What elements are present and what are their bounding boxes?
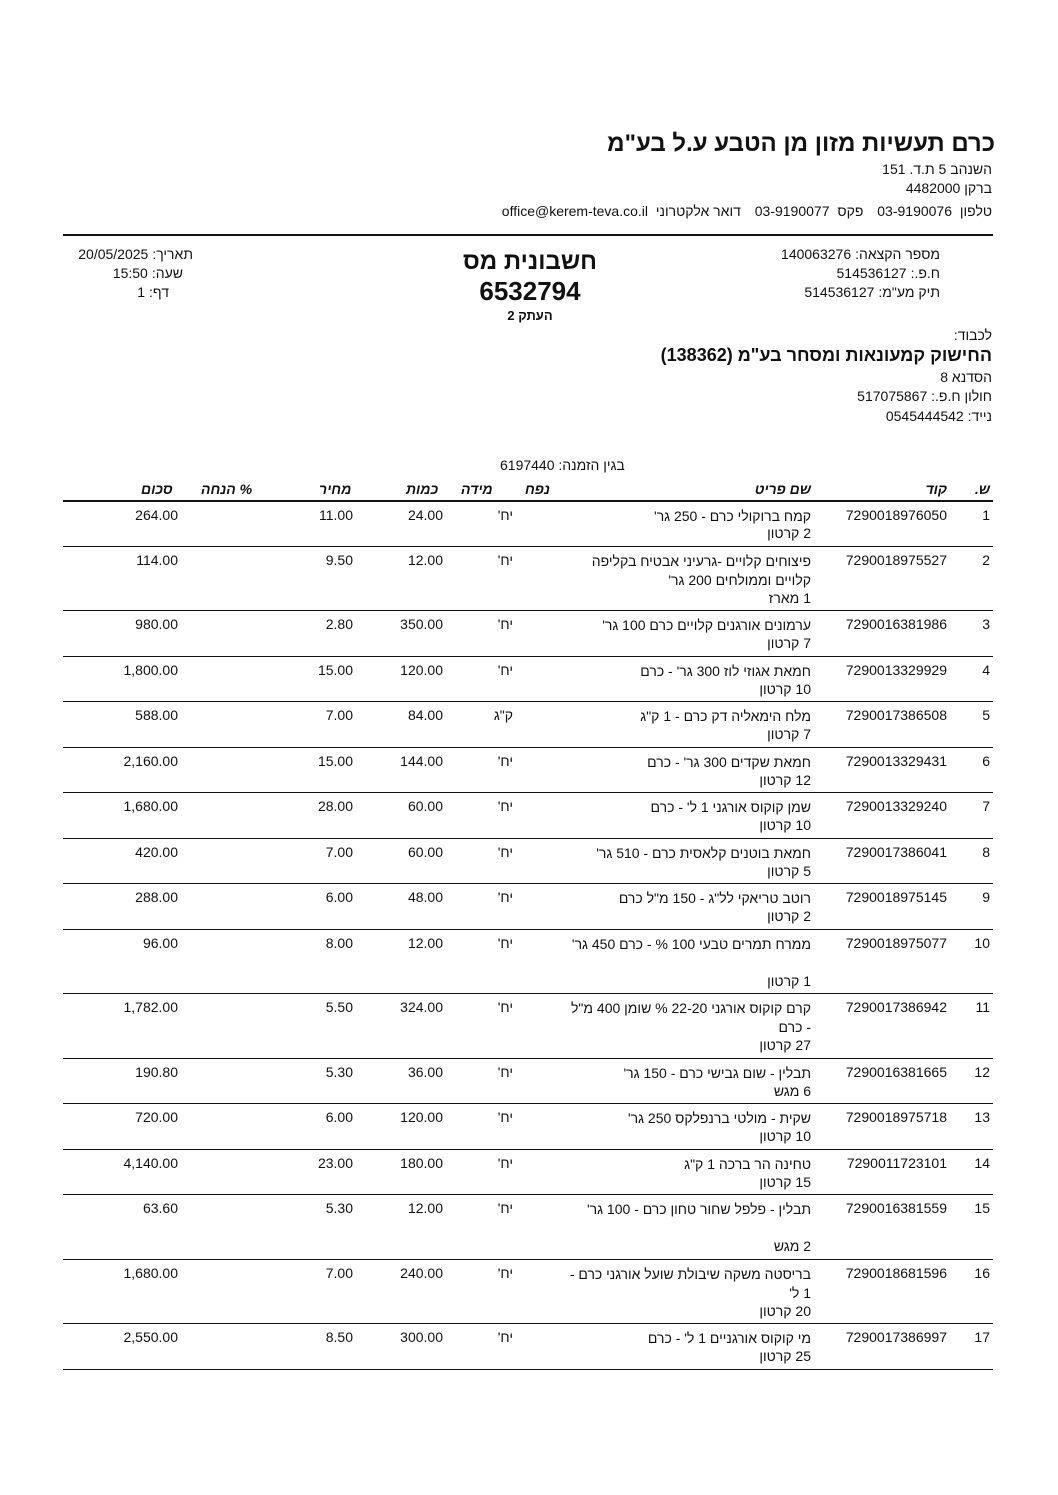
item-qty: 12.00 — [407, 1200, 443, 1216]
item-package: 2 מגש — [773, 1238, 811, 1254]
document-copy: העתק 2 — [507, 308, 553, 323]
time-value: 15:50 — [112, 265, 148, 281]
table-row — [63, 1260, 993, 1325]
vat-file-label: תיק מע"מ: — [878, 284, 940, 300]
item-total: 4,140.00 — [123, 1154, 178, 1171]
item-total: 588.00 — [135, 707, 178, 723]
item-code: 7290018975527 — [845, 551, 947, 568]
company-id-value: 514536127 — [836, 265, 907, 281]
item-qty: 180.00 — [400, 1154, 443, 1171]
item-unit: יח' — [497, 798, 513, 814]
row-number: 8 — [982, 843, 990, 860]
customer-name: החישוק קמעונאות ומסחר בע"מ (138362) — [660, 345, 992, 365]
item-unit: יח' — [497, 1154, 513, 1171]
company-fax: 03-9190077 — [754, 203, 830, 219]
item-code: 7290017386508 — [845, 707, 947, 723]
col-header-volume: נפח — [525, 481, 550, 497]
allocation-label: מספר הקצאה: — [855, 246, 940, 262]
item-name: בריסטה משקה שיבולת שועל אורגני כרם - 1 ל' — [569, 1265, 811, 1301]
col-header-num: ש. — [974, 481, 990, 497]
item-name: שמן קוקוס אורגני 1 ל' - כרם — [650, 799, 811, 815]
date-value: 20/05/2025 — [78, 246, 149, 262]
item-total: 288.00 — [135, 889, 178, 905]
item-code: 7290013329240 — [845, 798, 947, 814]
table-header — [63, 478, 993, 500]
item-package: 6 מגש — [773, 1082, 811, 1099]
fax-label: פקס — [837, 203, 864, 219]
item-package: 12 קרטון — [759, 771, 811, 788]
row-number: 15 — [974, 1200, 990, 1216]
item-price: 8.00 — [325, 934, 353, 951]
item-package: 10 קרטון — [759, 1128, 811, 1144]
item-unit: יח' — [497, 1063, 513, 1080]
row-number: 14 — [974, 1154, 990, 1171]
company-name: כרם תעשיות מזון מן הטבע ע.ל בע"מ — [607, 130, 995, 157]
col-header-unit: מידה — [461, 481, 493, 497]
item-package: 7 קרטון — [767, 635, 811, 651]
item-package: 10 קרטון — [759, 680, 811, 697]
item-price: 11.00 — [319, 507, 353, 523]
item-package: 2 קרטון — [767, 525, 811, 541]
item-unit: יח' — [497, 1264, 513, 1281]
item-price: 2.80 — [325, 616, 353, 632]
table-row — [63, 611, 993, 657]
table-row — [63, 1150, 993, 1196]
to-label: לכבוד: — [953, 327, 992, 343]
item-unit: יח' — [497, 1329, 513, 1345]
col-header-total: סכום — [141, 481, 173, 497]
item-qty: 240.00 — [400, 1264, 443, 1281]
row-number: 9 — [982, 889, 990, 905]
table-row — [63, 702, 993, 748]
item-package: 27 קרטון — [759, 1037, 811, 1053]
item-name: רוטב טריאקי לל"ג - 150 מ"ל כרם — [618, 890, 811, 906]
item-qty: 36.00 — [407, 1063, 443, 1080]
col-header-name: שם פריט — [754, 481, 811, 497]
item-unit: יח' — [497, 934, 513, 951]
company-email: office@kerem-teva.co.il — [501, 203, 649, 219]
item-package: 20 קרטון — [759, 1302, 811, 1319]
item-qty: 300.00 — [400, 1329, 443, 1345]
table-row — [63, 1324, 993, 1370]
item-total: 1,782.00 — [123, 999, 178, 1015]
item-code: 7290018976050 — [845, 507, 947, 523]
item-price: 28.00 — [317, 798, 353, 814]
row-number: 7 — [982, 798, 990, 814]
table-row — [63, 547, 993, 612]
customer-city-tax: חולון ח.פ.: 517075867 — [857, 388, 992, 404]
item-name: חמאת אגוזי לוז 300 גר' - כרם — [640, 662, 811, 679]
col-header-discount: % הנחה — [201, 481, 253, 497]
allocation-value: 140063276 — [781, 246, 852, 262]
company-id — [837, 265, 941, 281]
item-price: 6.00 — [325, 1109, 353, 1125]
item-total: 114.00 — [136, 551, 178, 568]
item-total: 2,160.00 — [123, 752, 178, 769]
item-qty: 12.00 — [407, 934, 443, 951]
item-package: 1 קרטון — [767, 972, 811, 989]
item-qty: 350.00 — [400, 616, 443, 632]
date-label: תאריך: — [152, 246, 193, 262]
vat-file — [804, 284, 940, 300]
item-price: 6.00 — [325, 889, 353, 905]
item-qty: 24.00 — [407, 507, 443, 523]
item-name: ערמונים אורגנים קלויים כרם 100 גר' — [602, 617, 811, 633]
item-price: 9.50 — [325, 551, 353, 568]
page-line — [63, 284, 169, 300]
date-line — [63, 246, 193, 262]
item-code: 7290018681596 — [845, 1264, 947, 1281]
row-number: 5 — [982, 707, 990, 723]
item-package: 15 קרטון — [759, 1173, 811, 1190]
item-price: 7.00 — [325, 1264, 353, 1281]
item-name: קמח ברוקולי כרם - 250 גר' — [654, 508, 811, 524]
item-qty: 120.00 — [400, 661, 443, 678]
item-name: מי קוקוס אורגניים 1 ל' - כרם — [647, 1330, 811, 1346]
row-number: 17 — [974, 1329, 990, 1345]
company-contact-line — [492, 203, 992, 219]
item-code: 7290016381986 — [845, 616, 947, 632]
item-qty: 84.00 — [407, 707, 443, 723]
table-row — [63, 657, 993, 703]
item-name: ממרח תמרים טבעי 100 % - כרם 450 גר' — [571, 935, 811, 952]
item-name: קרם קוקוס אורגני 22-20 % שומן 400 מ"ל - כרם — [571, 1000, 811, 1035]
row-number: 16 — [974, 1264, 990, 1281]
allocation-number — [781, 246, 940, 262]
item-total: 264.00 — [135, 507, 178, 523]
company-id-label: ח.פ.: — [910, 265, 940, 281]
item-total: 2,550.00 — [123, 1329, 178, 1345]
item-total: 420.00 — [135, 843, 178, 860]
item-code: 7290017386997 — [845, 1329, 947, 1345]
item-code: 7290016381559 — [845, 1200, 947, 1216]
item-price: 5.50 — [325, 999, 353, 1015]
item-name: פיצוחים קלויים -גרעיני אבטיח בקליפה קלויים וממולחים 200 גר' — [591, 552, 811, 588]
item-qty: 60.00 — [407, 843, 443, 860]
item-price: 15.00 — [317, 661, 353, 678]
item-package: 25 קרטון — [759, 1348, 811, 1364]
item-name: שקית - מולטי ברנפלקס 250 גר' — [627, 1110, 811, 1126]
item-qty: 120.00 — [400, 1109, 443, 1125]
row-number: 12 — [974, 1063, 990, 1080]
table-row — [63, 748, 993, 794]
row-number: 11 — [975, 999, 990, 1015]
item-price: 15.00 — [317, 752, 353, 769]
table-row — [63, 1104, 993, 1150]
item-name: תבלין - פלפל שחור טחון כרם - 100 גר' — [586, 1201, 811, 1217]
table-row — [63, 1195, 993, 1260]
item-total: 1,680.00 — [123, 1264, 178, 1281]
company-address-line2: ברקן 4482000 — [905, 180, 992, 196]
document-number: 6532794 — [479, 276, 581, 306]
row-number: 4 — [982, 661, 990, 678]
item-unit: יח' — [497, 843, 513, 860]
item-qty: 60.00 — [407, 798, 443, 814]
item-unit: ק"ג — [493, 707, 513, 723]
item-name: חמאת בוטנים קלאסית כרם - 510 גר' — [596, 844, 811, 861]
item-qty: 324.00 — [400, 999, 443, 1015]
item-qty: 48.00 — [407, 889, 443, 905]
item-total: 96.00 — [142, 934, 178, 951]
item-code: 7290017386942 — [845, 999, 947, 1015]
item-name: חמאת שקדים 300 גר' - כרם — [647, 753, 811, 770]
item-unit: יח' — [497, 616, 513, 632]
item-qty: 144.00 — [400, 752, 443, 769]
row-number: 2 — [982, 551, 990, 568]
item-price: 7.00 — [325, 843, 353, 860]
page-value: 1 — [137, 284, 146, 300]
table-row — [63, 502, 993, 547]
item-price: 23.00 — [317, 1154, 353, 1171]
item-total: 1,680.00 — [123, 798, 178, 814]
item-package: 7 קרטון — [767, 726, 811, 742]
item-package: 2 קרטון — [767, 908, 811, 924]
row-number: 6 — [982, 752, 990, 769]
phone-label: טלפון — [959, 203, 992, 219]
vat-file-value: 514536127 — [804, 284, 875, 300]
table-row — [63, 994, 993, 1059]
document-title: חשבונית מס — [463, 248, 597, 275]
table-row — [63, 839, 993, 885]
row-number: 3 — [982, 616, 990, 632]
item-total: 1,800.00 — [123, 661, 178, 678]
item-unit: יח' — [497, 889, 513, 905]
company-address-line1: השנהב 5 ת.ד. 151 — [882, 161, 992, 177]
item-price: 5.30 — [325, 1063, 353, 1080]
item-code: 7290017386041 — [845, 843, 947, 860]
item-qty: 12.00 — [407, 551, 443, 568]
col-header-code: קוד — [925, 481, 947, 497]
item-code: 7290013329929 — [845, 661, 947, 678]
item-name: תבלין - שום גבישי כרם - 150 גר' — [623, 1064, 811, 1081]
item-unit: יח' — [497, 661, 513, 678]
item-unit: יח' — [497, 1200, 513, 1216]
table-row — [63, 930, 993, 995]
col-header-price: מחיר — [319, 481, 352, 497]
item-total: 980.00 — [135, 616, 178, 632]
header-divider — [63, 234, 993, 236]
item-code: 7290018975077 — [845, 934, 947, 951]
item-name: מלח הימאליה דק כרם - 1 ק"ג — [640, 708, 811, 724]
item-unit: יח' — [497, 752, 513, 769]
item-unit: יח' — [497, 999, 513, 1015]
table-row — [63, 793, 993, 839]
item-code: 7290018975145 — [845, 889, 947, 905]
item-unit: יח' — [497, 1109, 513, 1125]
item-unit: יח' — [497, 507, 513, 523]
col-header-qty: כמות — [406, 481, 439, 497]
item-total: 190.80 — [135, 1063, 178, 1080]
item-unit: יח' — [497, 551, 513, 568]
order-reference: בגין הזמנה: 6197440 — [500, 457, 625, 473]
row-number: 1 — [982, 507, 990, 523]
item-price: 5.30 — [325, 1200, 353, 1216]
item-price: 7.00 — [325, 707, 353, 723]
page-label: דף: — [149, 284, 169, 300]
item-total: 63.60 — [142, 1200, 178, 1216]
item-price: 8.50 — [325, 1329, 353, 1345]
item-code: 7290011723101 — [846, 1154, 947, 1171]
table-body — [63, 502, 993, 1370]
row-number: 13 — [974, 1109, 990, 1125]
item-package: 10 קרטון — [759, 817, 811, 833]
item-code: 7290013329431 — [845, 752, 947, 769]
time-line — [63, 265, 183, 281]
table-row — [63, 1059, 993, 1105]
customer-street: הסדנא 8 — [940, 369, 992, 385]
company-phone: 03-9190076 — [877, 203, 953, 219]
item-code: 7290018975718 — [845, 1109, 947, 1125]
item-package: 1 מארז — [768, 589, 811, 606]
customer-phone: נייד: 0545444542 — [885, 408, 992, 424]
table-row — [63, 884, 993, 930]
item-code: 7290016381665 — [845, 1063, 947, 1080]
item-total: 720.00 — [135, 1109, 178, 1125]
email-label: דואר אלקטרוני — [655, 203, 741, 219]
item-package: 5 קרטון — [767, 862, 811, 879]
item-name: טחינה הר ברכה 1 ק"ג — [684, 1155, 811, 1172]
row-number: 10 — [974, 934, 990, 951]
time-label: שעה: — [151, 265, 183, 281]
